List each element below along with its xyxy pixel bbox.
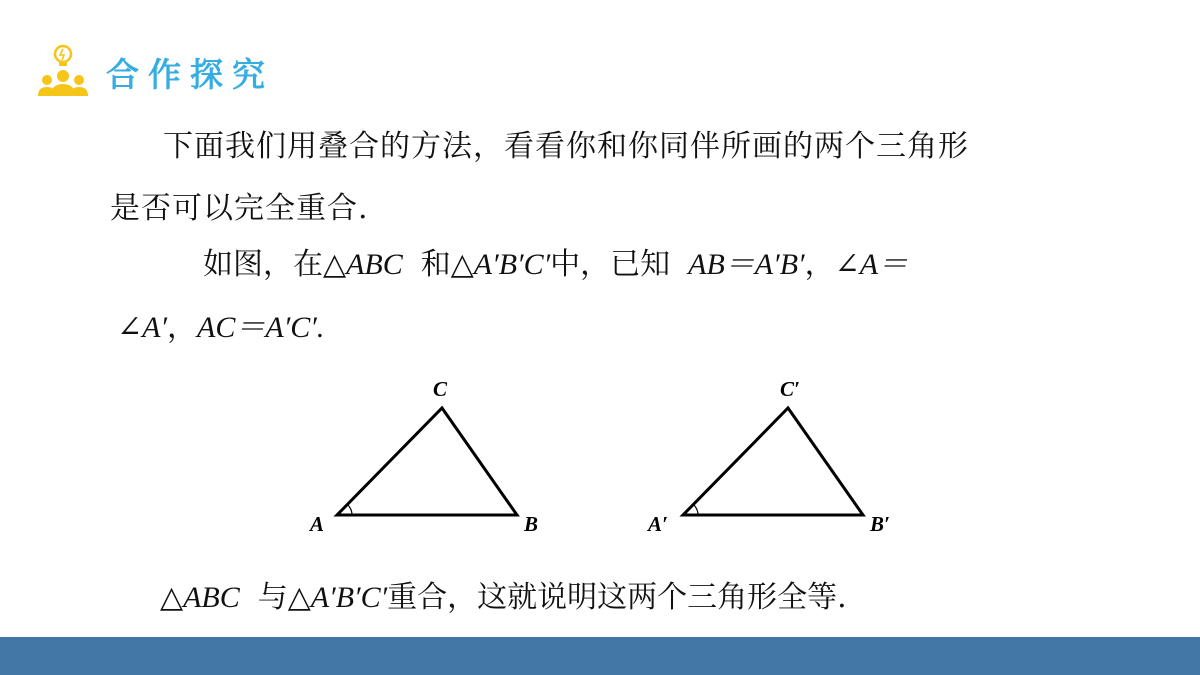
text-comma2: ，	[167, 310, 198, 345]
math-triangle-abc-2: △ABC	[160, 581, 240, 614]
paragraph1-line2: 是否可以完全重合.	[110, 191, 369, 226]
paragraph1-line1: 下面我们用叠合的方法，看看你和你同伴所画的两个三角形	[163, 129, 969, 164]
text-rest: 重合，这就说明这两个三角形全等.	[387, 580, 847, 615]
conclusion-line	[160, 581, 847, 615]
section-header	[38, 44, 274, 100]
math-angle-a-prime: ∠A′	[117, 311, 168, 344]
triangle-abc	[308, 377, 538, 536]
triangle-a-prime	[646, 377, 890, 536]
triangle-figure	[0, 370, 1200, 540]
paragraph2-line2	[117, 311, 324, 345]
vertex-label-c: C	[433, 377, 448, 401]
vertex-label-a: A	[310, 512, 325, 536]
math-triangle-a-prime-2: △A′B′C′	[287, 581, 388, 614]
math-eq-ac: AC＝A′C′.	[197, 311, 325, 344]
footer-bar	[0, 637, 1200, 675]
vertex-label-b-prime: B′	[870, 512, 890, 536]
lightbulb-people-icon	[38, 44, 88, 100]
text-comma1: ，	[804, 247, 835, 282]
text-middle: 中，已知	[550, 247, 671, 282]
vertex-label-b: B	[524, 512, 539, 536]
paragraph2-line1	[203, 248, 908, 282]
text-intro: 如图，在	[203, 247, 323, 282]
math-eq-ab: AB＝A′B′	[688, 248, 805, 281]
math-triangle-abc: △ABC	[323, 248, 403, 281]
vertex-label-a-prime: A′	[648, 512, 668, 536]
math-triangle-a-prime: △A′B′C′	[450, 248, 551, 281]
text-with: 与	[257, 580, 288, 615]
text-and: 和	[420, 247, 451, 282]
vertex-label-c-prime: C′	[780, 377, 800, 401]
section-title: 合作探究	[106, 54, 274, 94]
math-angle-a: ∠A＝	[834, 248, 909, 281]
